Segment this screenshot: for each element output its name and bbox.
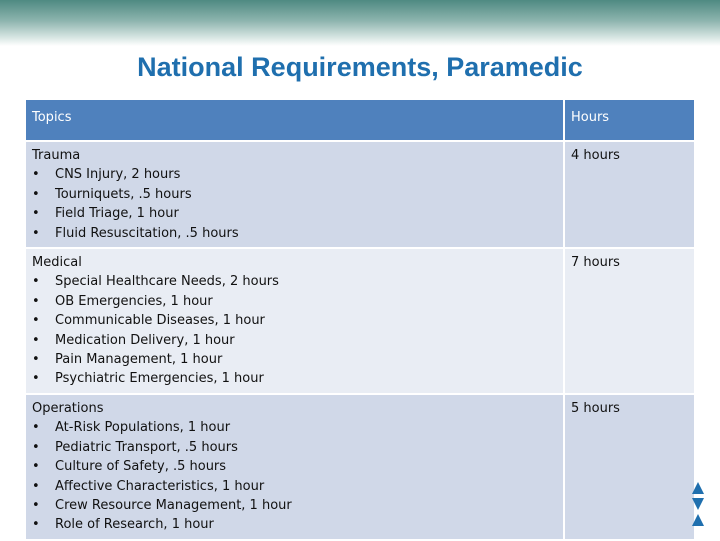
topic-item-list	[32, 272, 557, 388]
header-band	[0, 0, 720, 46]
requirements-table	[24, 98, 696, 541]
bullet-icon: •	[32, 517, 40, 533]
bullet-icon: •	[32, 274, 40, 290]
list-item	[32, 165, 557, 184]
topic-name: Operations	[32, 400, 104, 416]
list-item	[32, 515, 557, 534]
item-text: Special Healthcare Needs, 2 hours	[55, 274, 279, 290]
bullet-icon: •	[32, 313, 40, 329]
item-text: Role of Research, 1 hour	[55, 517, 214, 533]
topic-item-list	[32, 165, 557, 243]
list-item	[32, 438, 557, 457]
bullet-icon: •	[32, 497, 40, 513]
list-item	[32, 331, 557, 350]
topic-name: Medical	[32, 255, 82, 271]
hours-cell: 5 hours	[564, 394, 695, 540]
list-item	[32, 418, 557, 437]
list-item	[32, 350, 557, 369]
topic-cell	[25, 394, 564, 540]
hours-cell: 7 hours	[564, 248, 695, 394]
bullet-icon: •	[32, 167, 40, 183]
list-item	[32, 292, 557, 311]
bullet-icon: •	[32, 186, 40, 202]
item-text: Pediatric Transport, .5 hours	[55, 439, 238, 455]
bullet-icon: •	[32, 439, 40, 455]
item-text: Tourniquets, .5 hours	[55, 186, 192, 202]
bullet-icon: •	[32, 332, 40, 348]
item-text: Culture of Safety, .5 hours	[55, 459, 227, 475]
table-row-trauma	[25, 141, 695, 248]
table-header-row	[25, 99, 695, 141]
partial-logo-icon	[688, 478, 720, 528]
list-item	[32, 311, 557, 330]
item-text: Medication Delivery, 1 hour	[55, 332, 235, 348]
list-item	[32, 457, 557, 476]
hours-cell: 4 hours	[564, 141, 695, 248]
header-topics: Topics	[25, 99, 564, 141]
item-text: CNS Injury, 2 hours	[55, 167, 181, 183]
item-text: Affective Characteristics, 1 hour	[55, 478, 265, 494]
item-text: OB Emergencies, 1 hour	[55, 293, 213, 309]
bullet-icon: •	[32, 420, 40, 436]
slide-title: National Requirements, Paramedic	[137, 52, 583, 82]
item-text: Fluid Resuscitation, .5 hours	[55, 225, 239, 241]
bullet-icon: •	[32, 478, 40, 494]
list-item	[32, 369, 557, 388]
header-hours: Hours	[564, 99, 695, 141]
list-item	[32, 204, 557, 223]
list-item	[32, 477, 557, 496]
list-item	[32, 224, 557, 243]
list-item	[32, 272, 557, 291]
list-item	[32, 496, 557, 515]
item-text: Communicable Diseases, 1 hour	[55, 313, 265, 329]
item-text: Psychiatric Emergencies, 1 hour	[55, 371, 264, 387]
bullet-icon: •	[32, 225, 40, 241]
item-text: Field Triage, 1 hour	[55, 206, 179, 222]
bullet-icon: •	[32, 352, 40, 368]
bullet-icon: •	[32, 459, 40, 475]
bullet-icon: •	[32, 371, 40, 387]
bullet-icon: •	[32, 206, 40, 222]
topic-name: Trauma	[32, 148, 81, 163]
topic-cell	[25, 248, 564, 394]
item-text: Crew Resource Management, 1 hour	[55, 497, 292, 513]
item-text: At-Risk Populations, 1 hour	[55, 420, 231, 436]
topic-cell	[25, 141, 564, 248]
bullet-icon: •	[32, 293, 40, 309]
table-row-medical	[25, 248, 695, 394]
table-row-operations	[25, 394, 695, 540]
topic-item-list	[32, 418, 557, 534]
item-text: Pain Management, 1 hour	[55, 352, 223, 368]
list-item	[32, 185, 557, 204]
